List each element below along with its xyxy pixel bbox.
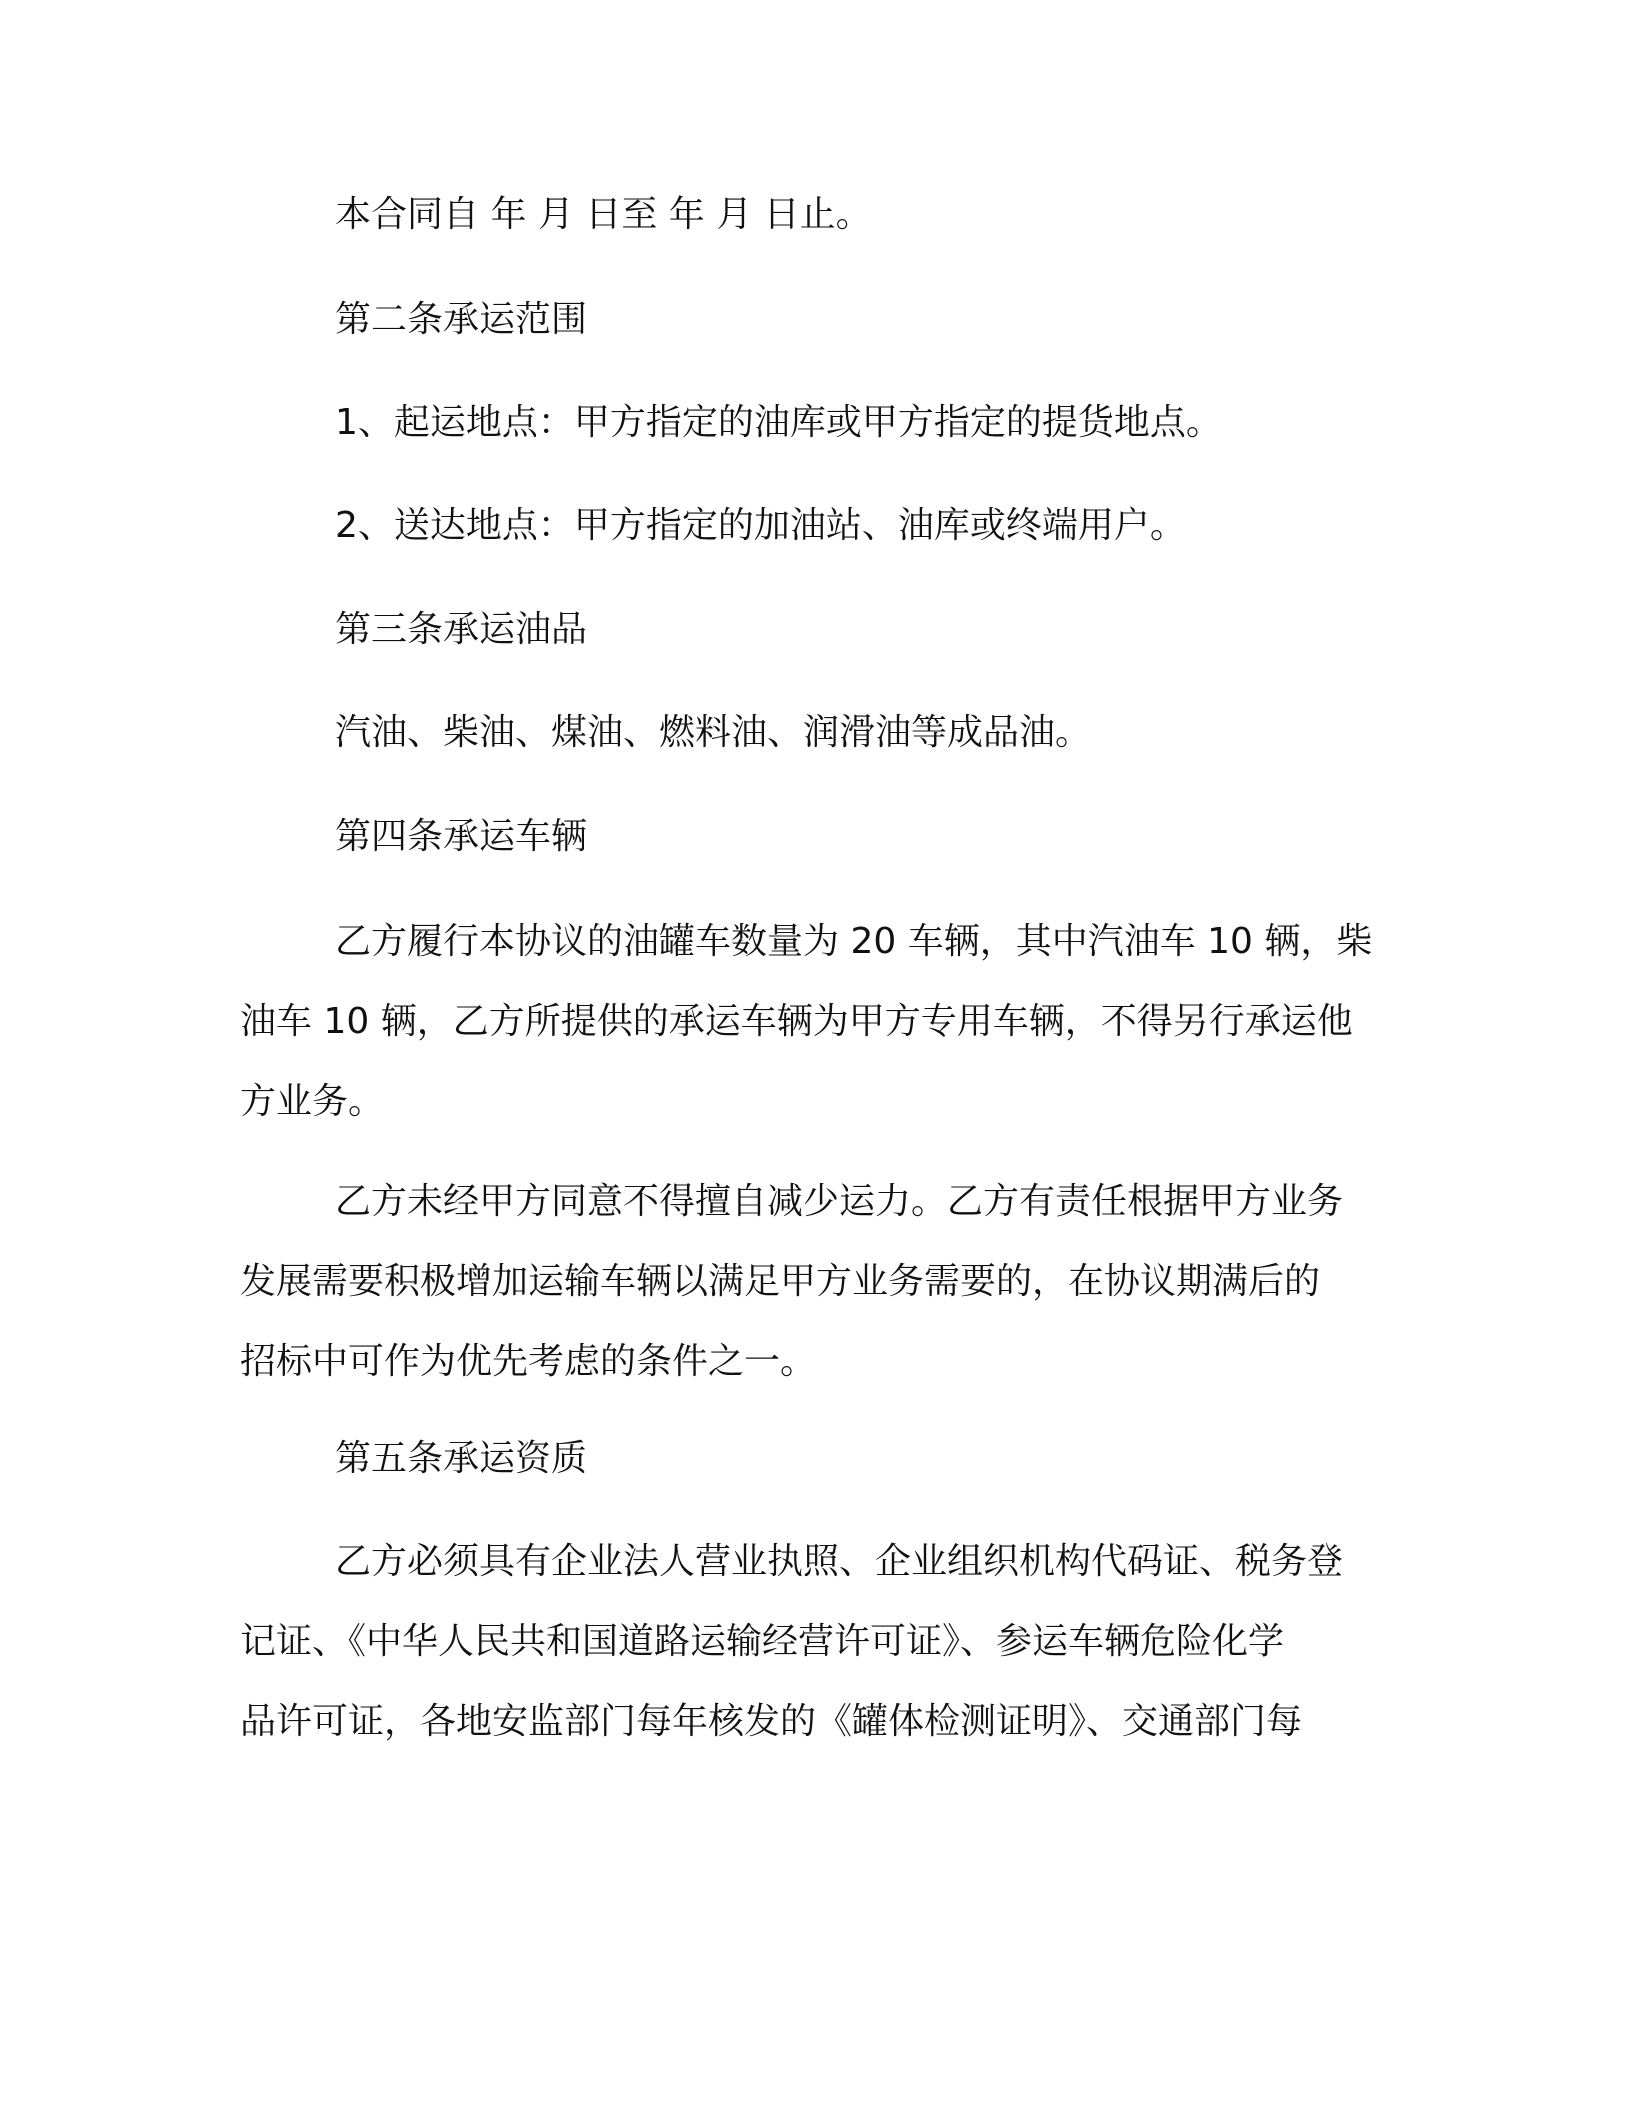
paragraph-line: 记证、《中华人民共和国道路运输经营许可证》、参运车辆危险化学 [240,1621,1285,1662]
article-4-heading: 第四条承运车辆 [335,816,588,857]
pickup-location-text: 1、起运地点：甲方指定的油库或甲方指定的提货地点。 [335,402,1222,443]
paragraph-line: 品许可证，各地安监部门每年核发的《罐体检测证明》、交通部门每 [240,1701,1303,1742]
paragraph-line: 油车 10 辆，乙方所提供的承运车辆为甲方专用车辆，不得另行承运他 [240,1001,1353,1042]
capacity-paragraph [240,1162,1390,1402]
paragraph-line: 乙方未经甲方同意不得擅自减少运力。乙方有责任根据甲方业务 [335,1181,1344,1222]
article-3-heading: 第三条承运油品 [335,609,588,650]
article-2-heading: 第二条承运范围 [335,299,588,340]
vehicle-count-paragraph [240,902,1390,1142]
qualification-paragraph [240,1522,1390,1762]
paragraph-line: 招标中可作为优先考虑的条件之一。 [240,1341,817,1382]
contract-term-text: 本合同自 年 月 日至 年 月 日止。 [335,194,872,235]
article-5-heading: 第五条承运资质 [335,1438,588,1479]
paragraph-line: 发展需要积极增加运输车辆以满足甲方业务需要的，在协议期满后的 [240,1261,1321,1302]
paragraph-line: 乙方必须具有企业法人营业执照、企业组织机构代码证、税务登 [335,1541,1344,1582]
delivery-location-text: 2、送达地点：甲方指定的加油站、油库或终端用户。 [335,505,1186,546]
oil-products-text: 汽油、柴油、煤油、燃料油、润滑油等成品油。 [335,712,1092,753]
paragraph-line: 乙方履行本协议的油罐车数量为 20 车辆，其中汽油车 10 辆，柴 [335,921,1373,962]
paragraph-line: 方业务。 [240,1081,385,1122]
